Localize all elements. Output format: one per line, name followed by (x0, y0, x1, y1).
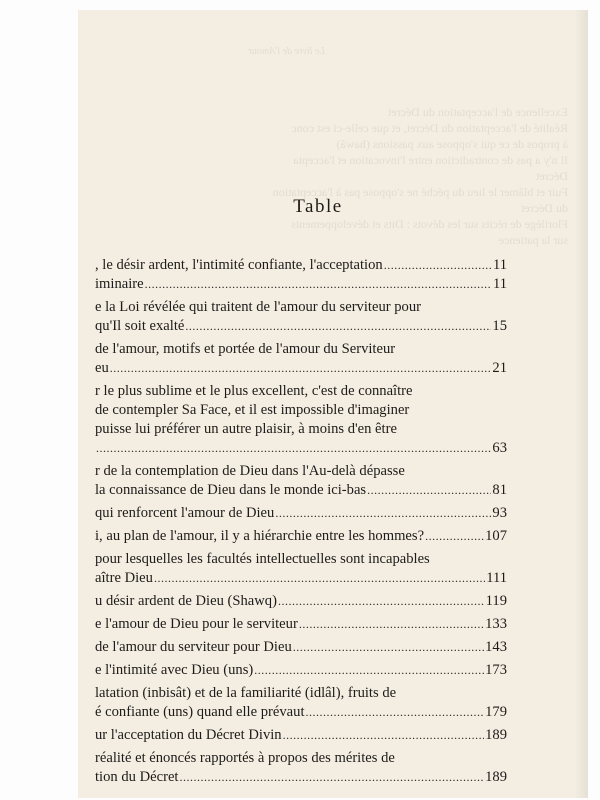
toc-page-number: 15 (492, 318, 507, 334)
toc-entry-text: qu'Il soit exalté (95, 318, 185, 334)
toc-entry (95, 382, 507, 401)
toc-entry-text: e la Loi révélée qui traitent de l'amour du serviteur pour (95, 299, 422, 315)
toc-entry (95, 298, 507, 317)
bleed-line: Il n'y a pas de contradiction entre l'invocation et l'accepta (293, 153, 568, 167)
toc-entry-text: e l'amour de Dieu pour le serviteur (95, 616, 298, 632)
toc-entry (95, 256, 507, 275)
toc-entry-text: é confiante (uns) quand elle prévaut (95, 704, 305, 720)
toc-page-number: 173 (485, 662, 507, 678)
toc-entry-text: qui renforcent l'amour de Dieu (95, 505, 275, 521)
toc-entry (95, 768, 507, 787)
toc-entry-text: de l'amour, motifs et portée de l'amour du Serviteur (95, 341, 396, 357)
toc-entry-text: tion du Décret (95, 769, 179, 785)
toc-page-number: 11 (492, 257, 507, 273)
leader-dots (96, 439, 491, 458)
toc-page-number: 81 (492, 482, 507, 498)
toc-entry-text: réalité et énoncés rapportés à propos des mérites de (95, 750, 395, 766)
toc-entry (95, 684, 507, 703)
toc-entry-text: e l'intimité avec Dieu (uns) (95, 662, 254, 678)
toc-entry (95, 275, 507, 294)
toc-entry (95, 661, 507, 680)
toc-page-number: 189 (485, 727, 507, 743)
leader-dots (384, 256, 492, 275)
toc-entry-text: latation (inbisât) et de la familiarité (idlâl), fruits de (95, 685, 397, 701)
toc-entry (95, 749, 507, 768)
toc-entry-text: ur l'acceptation du Décret Divin (95, 727, 282, 743)
table-of-contents (95, 256, 507, 787)
toc-entry (95, 638, 507, 657)
toc-page-number: 63 (492, 440, 507, 456)
toc-entry-text: , le désir ardent, l'intimité confiante, l'acceptation (95, 257, 383, 273)
toc-entry-text: eu (95, 360, 109, 376)
leader-dots (179, 768, 484, 787)
toc-page-number: 119 (485, 593, 507, 609)
toc-entry-text: i, au plan de l'amour, il y a hiérarchie entre les hommes? (95, 528, 425, 544)
toc-entry (95, 569, 507, 588)
toc-page-number: 11 (492, 276, 507, 292)
toc-page-number: 107 (485, 528, 507, 544)
leader-dots (185, 317, 491, 336)
leader-dots (110, 359, 492, 378)
bleed-line: Décret (536, 169, 568, 183)
leader-dots (145, 275, 492, 294)
toc-page-number: 133 (485, 616, 507, 632)
leader-dots (299, 615, 484, 634)
toc-page-number: 111 (486, 570, 507, 586)
toc-entry (95, 462, 507, 481)
bleed-line: Excellence de l'acceptation du Décret (387, 105, 568, 119)
book-page (78, 10, 588, 798)
toc-entry (95, 550, 507, 569)
toc-entry (95, 420, 507, 439)
bleed-line: sur la patience (498, 233, 568, 247)
toc-entry-text: puisse lui préférer un autre plaisir, à moins d'en être (95, 421, 397, 437)
toc-page-number: 179 (485, 704, 507, 720)
leader-dots (278, 592, 485, 611)
toc-entry (95, 592, 507, 611)
leader-dots (425, 527, 484, 546)
toc-entry-text: de l'amour du serviteur pour Dieu (95, 639, 292, 655)
toc-entry (95, 340, 507, 359)
leader-dots (283, 726, 485, 745)
bleed-line: à propos de ce qui s'oppose aux passions (hawâ) (336, 137, 568, 151)
toc-page-number: 143 (485, 639, 507, 655)
toc-entry-text: la connaissance de Dieu dans le monde ici-bas (95, 482, 367, 498)
toc-entry-text: iminaire (95, 276, 144, 292)
bleed-line: Fuir et blâmer le lieu du péché ne s'oppose pas à l'acceptation (272, 185, 568, 199)
toc-entry-text: pour lesquelles les facultés intellectuelles sont incapables (95, 551, 430, 567)
toc-entry-text-part: u désir ardent de Dieu (Shawq) (95, 593, 277, 609)
toc-entry-text: de contempler Sa Face, et il est impossible d'imaginer (95, 402, 410, 418)
leader-dots (306, 703, 485, 722)
toc-entry (95, 359, 507, 378)
toc-entry-text: aître Dieu (95, 570, 153, 586)
toc-page-number: 21 (492, 360, 507, 376)
bleed-line: Florilège de récits sur les dévots : Dits et développements (291, 217, 568, 231)
toc-entry-text (95, 592, 277, 611)
bleed-running-header: Le livre de l'Amour (248, 46, 326, 57)
toc-entry (95, 504, 507, 523)
leader-dots (254, 661, 484, 680)
page-edge-shadow (574, 10, 588, 798)
leader-dots (275, 504, 491, 523)
toc-entry (95, 401, 507, 420)
toc-entry (95, 527, 507, 546)
leader-dots (154, 569, 485, 588)
toc-entry (95, 703, 507, 722)
toc-entry (95, 615, 507, 634)
toc-entry (95, 317, 507, 336)
toc-page-number: 93 (492, 505, 507, 521)
toc-entry (95, 439, 507, 458)
bleed-line: du Décret (521, 201, 568, 215)
toc-entry (95, 726, 507, 745)
leader-dots (293, 638, 484, 657)
leader-dots (367, 481, 491, 500)
toc-entry-text: r de la contemplation de Dieu dans l'Au-delà dépasse (95, 463, 405, 479)
toc-entry (95, 481, 507, 500)
bleed-line: Réalité de l'acceptation du Décret, et que celle-ci est conc (291, 121, 568, 135)
page-title: Table (293, 196, 343, 217)
toc-entry-text: r le plus sublime et le plus excellent, c'est de connaître (95, 383, 413, 399)
toc-page-number: 189 (485, 769, 507, 785)
